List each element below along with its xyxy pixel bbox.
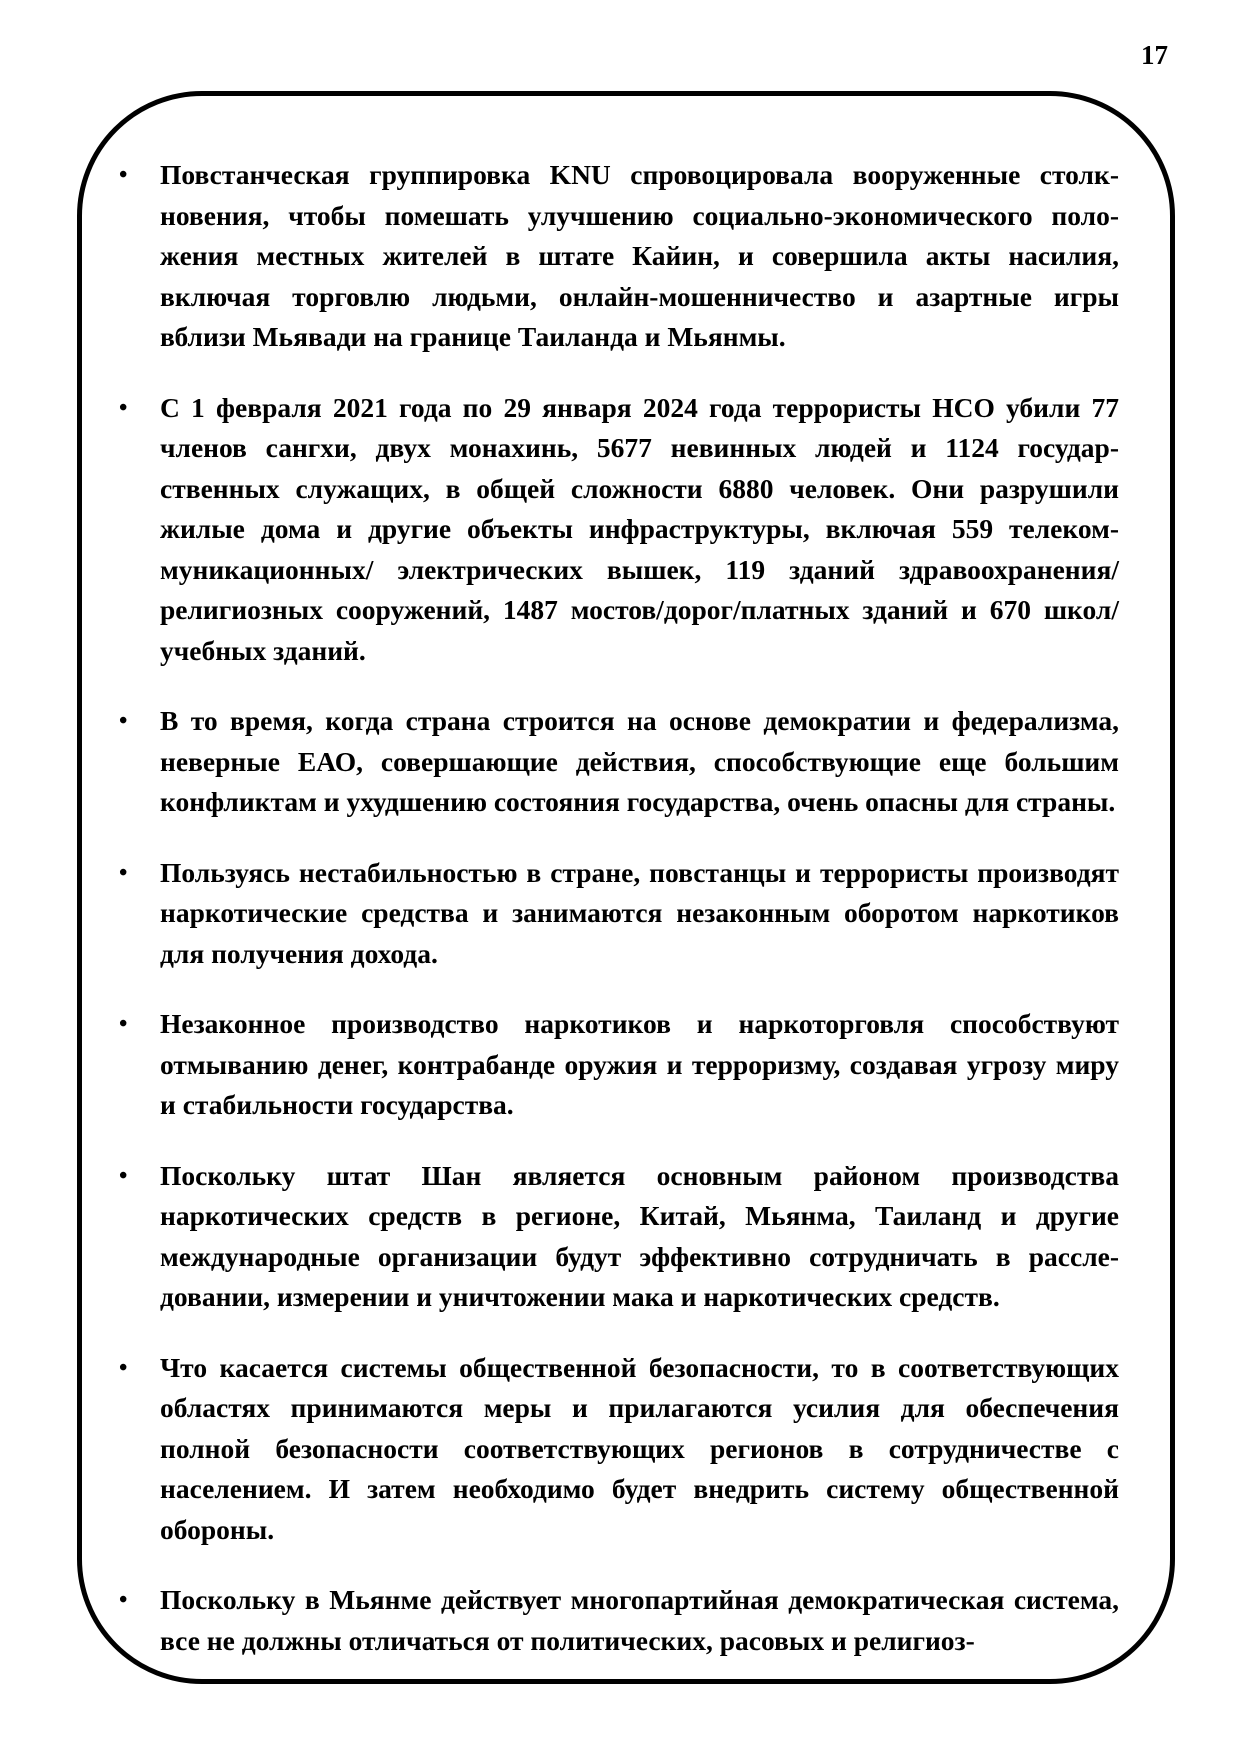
- bullet-item: • Повстанческая группировка KNU спровоцировала вооруженные столкновения, чтобы помешать улучшению социально-экономического положения местных жителей в штате Кайин, и совершила акты насилия, включая торговлю людьми, онлайн-мошенничество и азартные игры вблизи Мьявади на границе Таиланда и Мьянмы.: [160, 155, 1119, 358]
- bullet-item: • Поскольку штат Шан является основным районом производства наркотических средств в регионе, Китай, Мьянма, Таиланд и другие международные организации будут эффективно сотрудничать в расследовании, измерении и уничтожении мака и наркотических средств.: [160, 1156, 1119, 1318]
- page-number: 17: [1141, 40, 1168, 70]
- bullet-item: • В то время, когда страна строится на основе демократии и федерализма, неверные ЕАО, совершающие действия, способствующие еще большим конфликтам и ухудшению состояния государства, очень опасны для страны.: [160, 701, 1119, 823]
- bullet-list: [160, 155, 1119, 1691]
- bullet-item: • Что касается системы общественной безопасности, то в соответствующих областях принимаются меры и прилагаются усилия для обеспечения полной безопасности соответствующих регионов в сотрудничестве с населением. И затем необходимо будет внедрить систему общественной обороны.: [160, 1348, 1119, 1551]
- bullet-item: • С 1 февраля 2021 года по 29 января 2024 года террористы НСО убили 77 членов сангхи, двух монахинь, 5677 невинных людей и 1124 государственных служащих, в общей сложности 6880 человек. Они разрушили жилые дома и другие объекты инфраструктуры, включая 559 телекоммуникационных/ электрических вышек, 119 зданий здравоохранения/ религиозных сооружений, 1487 мостов/дорог/платных зданий и 670 школ/учебных зданий.: [160, 388, 1119, 672]
- bullet-item: • Незаконное производство наркотиков и наркоторговля способствуют отмыванию денег, контрабанде оружия и терроризму, создавая угрозу миру и стабильности государства.: [160, 1004, 1119, 1126]
- bullet-item: • Пользуясь нестабильностью в стране, повстанцы и террористы производят наркотические средства и занимаются незаконным оборотом наркотиков для получения дохода.: [160, 853, 1119, 975]
- bullet-item: • Поскольку в Мьянме действует многопартийная демократическая система, все не должны отличаться от политических, расовых и религиоз-: [160, 1580, 1119, 1661]
